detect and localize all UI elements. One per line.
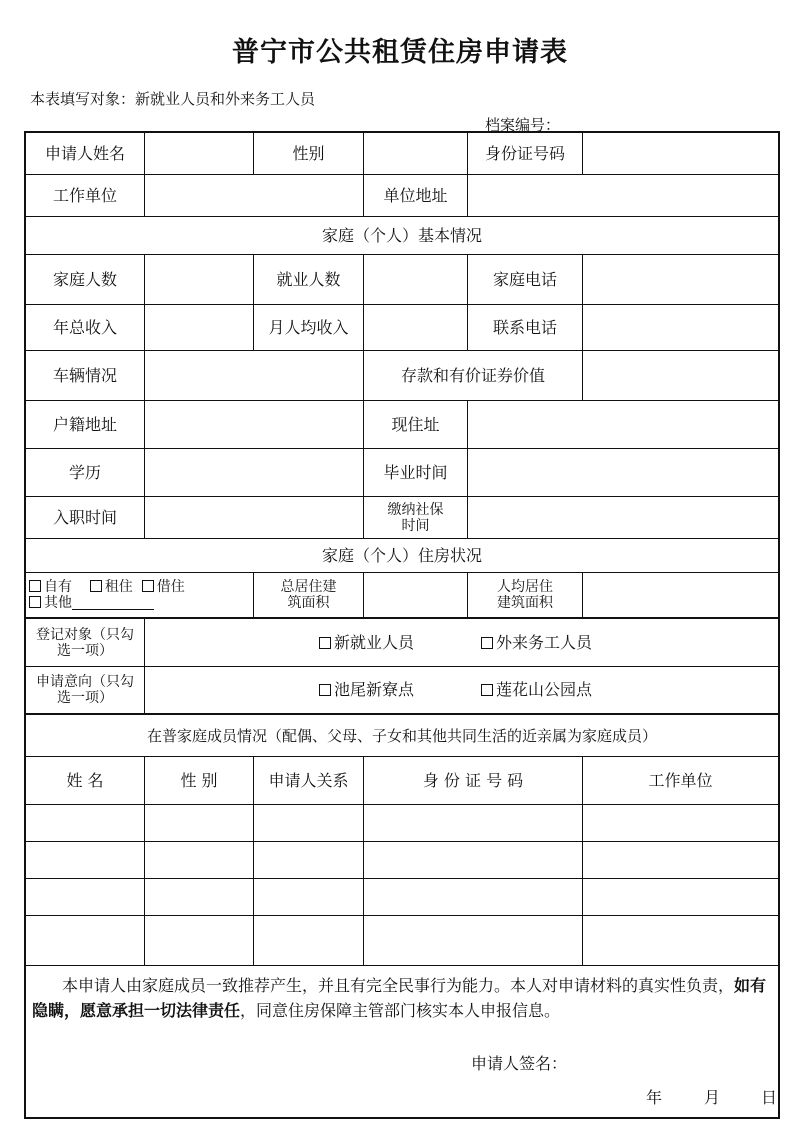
label-education: 学历: [26, 449, 145, 497]
section-family-basic: 家庭（个人）基本情况: [26, 217, 778, 255]
option-site-1[interactable]: [319, 680, 414, 700]
member-id-cell[interactable]: [364, 842, 583, 879]
date-year-label: 年: [646, 1088, 663, 1107]
label-intention: 申请意向（只勾选一项）: [26, 667, 145, 715]
option-rent-label: 租住: [104, 579, 133, 595]
label-hire-date: 入职时间: [26, 497, 145, 539]
input-social-security[interactable]: [468, 497, 778, 539]
declaration-part-2: ，同意住房保障主管部门核实本人申报信息。: [240, 1001, 561, 1020]
option-migrant-worker-label: 外来务工人员: [496, 632, 593, 652]
col-header-id: 身 份 证 号 码: [364, 757, 583, 805]
input-total-area[interactable]: [364, 573, 468, 619]
date-month-label: 月: [704, 1088, 721, 1107]
member-id-cell[interactable]: [364, 916, 583, 966]
member-name-cell[interactable]: [26, 916, 145, 966]
option-site-2[interactable]: [481, 680, 592, 700]
member-relation-cell[interactable]: [254, 916, 364, 966]
checkbox-migrant-worker[interactable]: [481, 637, 493, 649]
label-id-number: 身份证号码: [468, 133, 583, 175]
input-vehicle[interactable]: [145, 351, 364, 401]
label-total-area: 总居住建筑面积: [254, 573, 364, 619]
member-relation-cell[interactable]: [254, 879, 364, 916]
option-site-2-label: 莲花山公园点: [496, 680, 593, 699]
section-family-members: 在普家庭成员情况（配偶、父母、子女和其他共同生活的近亲属为家庭成员）: [26, 715, 778, 757]
application-form-table: [24, 131, 780, 1119]
col-header-work-unit: 工作单位: [583, 757, 778, 805]
option-migrant-worker[interactable]: [481, 633, 592, 653]
label-social-security: 缴纳社保时间: [364, 497, 468, 539]
label-graduation-time: 毕业时间: [364, 449, 468, 497]
member-gender-cell[interactable]: [145, 916, 254, 966]
label-applicant-name: 申请人姓名: [26, 133, 145, 175]
housing-type-options: [26, 573, 254, 619]
input-savings[interactable]: [583, 351, 778, 401]
checkbox-own[interactable]: [29, 580, 41, 592]
registration-target-options: [145, 619, 778, 667]
member-unit-cell[interactable]: [583, 805, 778, 842]
member-unit-cell[interactable]: [583, 916, 778, 966]
option-new-employee-label: 新就业人员: [334, 632, 415, 652]
member-name-cell[interactable]: [26, 879, 145, 916]
checkbox-site-1[interactable]: [319, 684, 331, 696]
declaration-bold: 如有隐瞒，愿意承担一切法律责任: [32, 976, 767, 1020]
declaration-statement: [32, 973, 780, 1023]
member-relation-cell[interactable]: [254, 805, 364, 842]
option-borrow-label: 借住: [156, 579, 185, 595]
member-name-cell[interactable]: [26, 805, 145, 842]
input-current-address[interactable]: [468, 401, 778, 449]
input-monthly-income[interactable]: [364, 305, 468, 351]
form-title: 普宁市公共租赁住房申请表: [232, 37, 568, 68]
section-housing-status: 家庭（个人）住房状况: [26, 539, 778, 573]
label-monthly-income: 月人均收入: [254, 305, 364, 351]
label-per-capita-area: 人均居住建筑面积: [468, 573, 583, 619]
declaration-part-1: 本申请人由家庭成员一致推荐产生，并且有完全民事行为能力。本人对申请材料的真实性负责，: [62, 976, 735, 995]
checkbox-other[interactable]: [29, 596, 41, 608]
member-gender-cell[interactable]: [145, 805, 254, 842]
input-hukou-address[interactable]: [145, 401, 364, 449]
label-current-address: 现住址: [364, 401, 468, 449]
input-family-phone[interactable]: [583, 255, 778, 305]
checkbox-new-employee[interactable]: [319, 637, 331, 649]
member-id-cell[interactable]: [364, 805, 583, 842]
col-header-name: 姓 名: [26, 757, 145, 805]
form-subtitle: 本表填写对象：新就业人员和外来务工人员: [30, 90, 316, 108]
input-employed-count[interactable]: [364, 255, 468, 305]
option-other-label: 其他: [44, 595, 72, 611]
member-unit-cell[interactable]: [583, 842, 778, 879]
input-id-number[interactable]: [583, 133, 778, 175]
member-gender-cell[interactable]: [145, 842, 254, 879]
input-gender[interactable]: [364, 133, 468, 175]
signature-label: 申请人签名：: [471, 1054, 568, 1073]
input-contact-phone[interactable]: [583, 305, 778, 351]
input-unit-address[interactable]: [468, 175, 778, 217]
label-contact-phone: 联系电话: [468, 305, 583, 351]
input-hire-date[interactable]: [145, 497, 364, 539]
housing-type-line-2: [29, 595, 154, 611]
date-day-label: 日: [761, 1088, 778, 1107]
input-work-unit[interactable]: [145, 175, 364, 217]
label-vehicle: 车辆情况: [26, 351, 145, 401]
member-relation-cell[interactable]: [254, 842, 364, 879]
input-education[interactable]: [145, 449, 364, 497]
label-hukou-address: 户籍地址: [26, 401, 145, 449]
intention-options: [145, 667, 778, 715]
other-blank-line[interactable]: [72, 595, 154, 610]
label-family-size: 家庭人数: [26, 255, 145, 305]
label-employed-count: 就业人数: [254, 255, 364, 305]
input-family-size[interactable]: [145, 255, 254, 305]
col-header-gender: 性 别: [145, 757, 254, 805]
checkbox-site-2[interactable]: [481, 684, 493, 696]
member-id-cell[interactable]: [364, 879, 583, 916]
label-gender: 性别: [254, 133, 364, 175]
file-number-label: 档案编号：: [485, 116, 561, 134]
housing-type-line-1: [29, 579, 185, 595]
member-gender-cell[interactable]: [145, 879, 254, 916]
label-work-unit: 工作单位: [26, 175, 145, 217]
member-unit-cell[interactable]: [583, 879, 778, 916]
checkbox-rent[interactable]: [90, 580, 102, 592]
label-registration-target: 登记对象（只勾选一项）: [26, 619, 145, 667]
input-graduation-time[interactable]: [468, 449, 778, 497]
checkbox-borrow[interactable]: [142, 580, 154, 592]
option-site-1-label: 池尾新寮点: [334, 680, 415, 699]
col-header-relation: 申请人关系: [254, 757, 364, 805]
member-name-cell[interactable]: [26, 842, 145, 879]
label-savings: 存款和有价证券价值: [364, 351, 583, 401]
option-own-label: 自有: [44, 579, 72, 595]
input-per-capita-area[interactable]: [583, 573, 778, 619]
label-family-phone: 家庭电话: [468, 255, 583, 305]
input-annual-income[interactable]: [145, 305, 254, 351]
label-unit-address: 单位地址: [364, 175, 468, 217]
input-applicant-name[interactable]: [145, 133, 254, 175]
option-new-employee[interactable]: [319, 633, 414, 653]
label-annual-income: 年总收入: [26, 305, 145, 351]
